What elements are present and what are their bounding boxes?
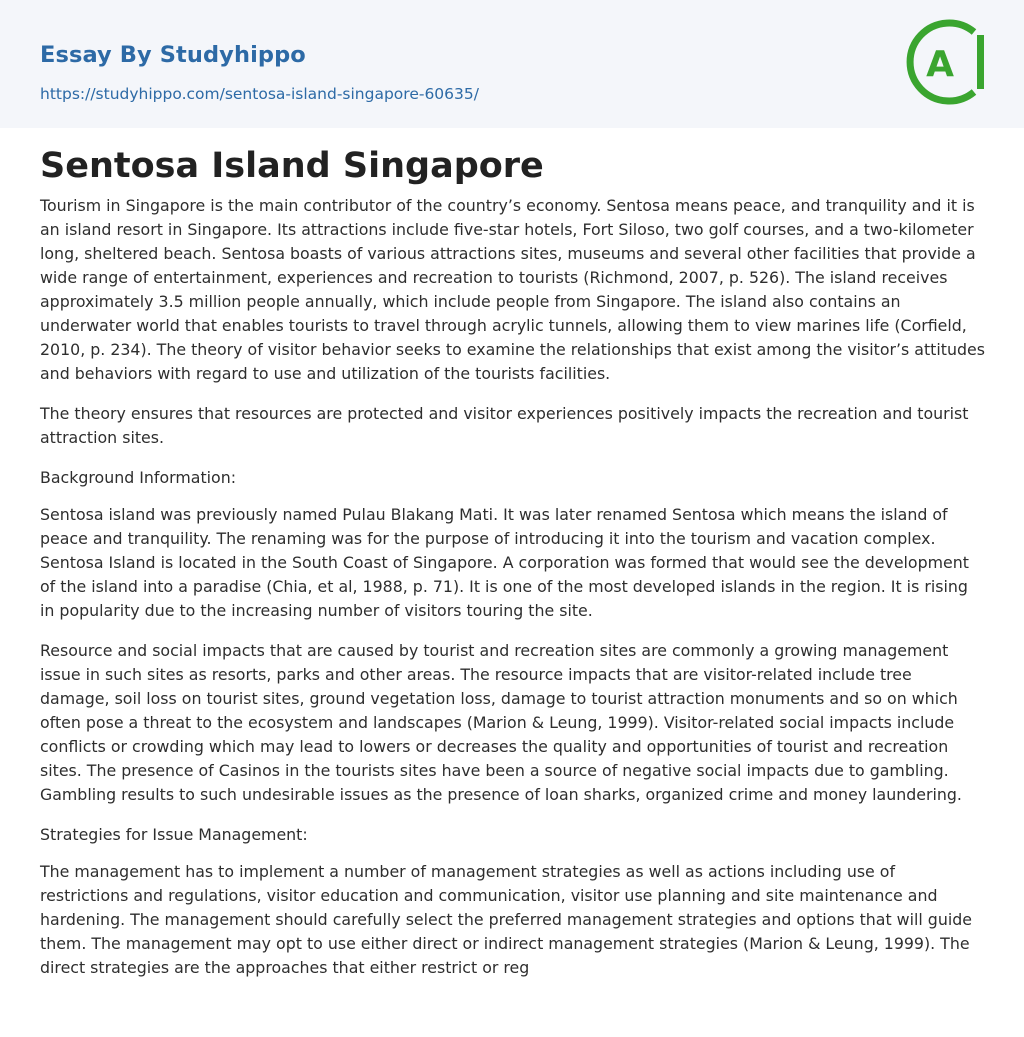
logo-letter: A [926, 44, 954, 85]
site-header [0, 0, 1024, 128]
essay-url-link[interactable]: https://studyhippo.com/sentosa-island-singapore-60635/ [40, 85, 479, 103]
essay-paragraph: The theory ensures that resources are protected and visitor experiences positively impacts the recreation and tourist attraction sites. [40, 404, 969, 447]
essay-paragraph-truncated: The management has to implement a number of management strategies as well as actions including use of restrictions and regulations, visitor education and communication, visitor use planning and site maintenance and hardening. The management should carefully select the preferred management strategies and options that will guide them. The management may opt to use either direct or indirect management strategies (Marion & Leung, 1999). The direct strategies are the approaches that either restrict or reg [40, 862, 972, 977]
studyhippo-logo-icon[interactable] [906, 18, 988, 106]
essay-body [40, 194, 986, 996]
essay-paragraph: Sentosa island was previously named Pulau Blakang Mati. It was later renamed Sentosa which means the island of peace and tranquility. The renaming was for the purpose of introducing it into the tourism and vacation complex. Sentosa Island is located in the South Coast of Singapore. A corporation was formed that would see the development of the island into a paradise (Chia, et al, 1988, p. 71). It is one of the most developed islands in the region. It is rising in popularity due to the increasing number of visitors touring the site. [40, 505, 969, 620]
section-heading-strategies: Strategies for Issue Management: [40, 825, 308, 844]
section-heading-background: Background Information: [40, 468, 237, 487]
essay-paragraph: Tourism in Singapore is the main contributor of the country’s economy. Sentosa means peace, and tranquility and it is an island resort in Singapore. Its attractions include five-star hotels, Fort Siloso, two golf courses, and a two-kilometer long, sheltered beach. Sentosa boasts of various attractions sites, museums and several other facilities that provide a wide range of entertainment, experiences and recreation to tourists (Richmond, 2007, p. 526). The island receives approximately 3.5 million people annually, which include people from Singapore. The island also contains an underwater world that enables tourists to travel through acrylic tunnels, allowing them to view marines life (Corfield, 2010, p. 234). The theory of visitor behavior seeks to examine the relationships that exist among the visitor’s attitudes and behaviors with regard to use and utilization of the tourists facilities. [40, 196, 985, 383]
essay-paragraph: Resource and social impacts that are caused by tourist and recreation sites are commonly a growing management issue in such sites as resorts, parks and other areas. The resource impacts that are visitor-related include tree damage, soil loss on tourist sites, ground vegetation loss, damage to tourist attraction monuments and so on which often pose a threat to the ecosystem and landscapes (Marion & Leung, 1999). Visitor-related social impacts include conflicts or crowding which may lead to lowers or decreases the quality and opportunities of tourist and recreation sites. The presence of Casinos in the tourists sites have been a source of negative social impacts due to gambling. Gambling results to such undesirable issues as the presence of loan sharks, organized crime and money laundering. [40, 641, 962, 804]
site-brand[interactable]: Essay By Studyhippo [40, 42, 306, 68]
essay-title: Sentosa Island Singapore [40, 146, 544, 186]
